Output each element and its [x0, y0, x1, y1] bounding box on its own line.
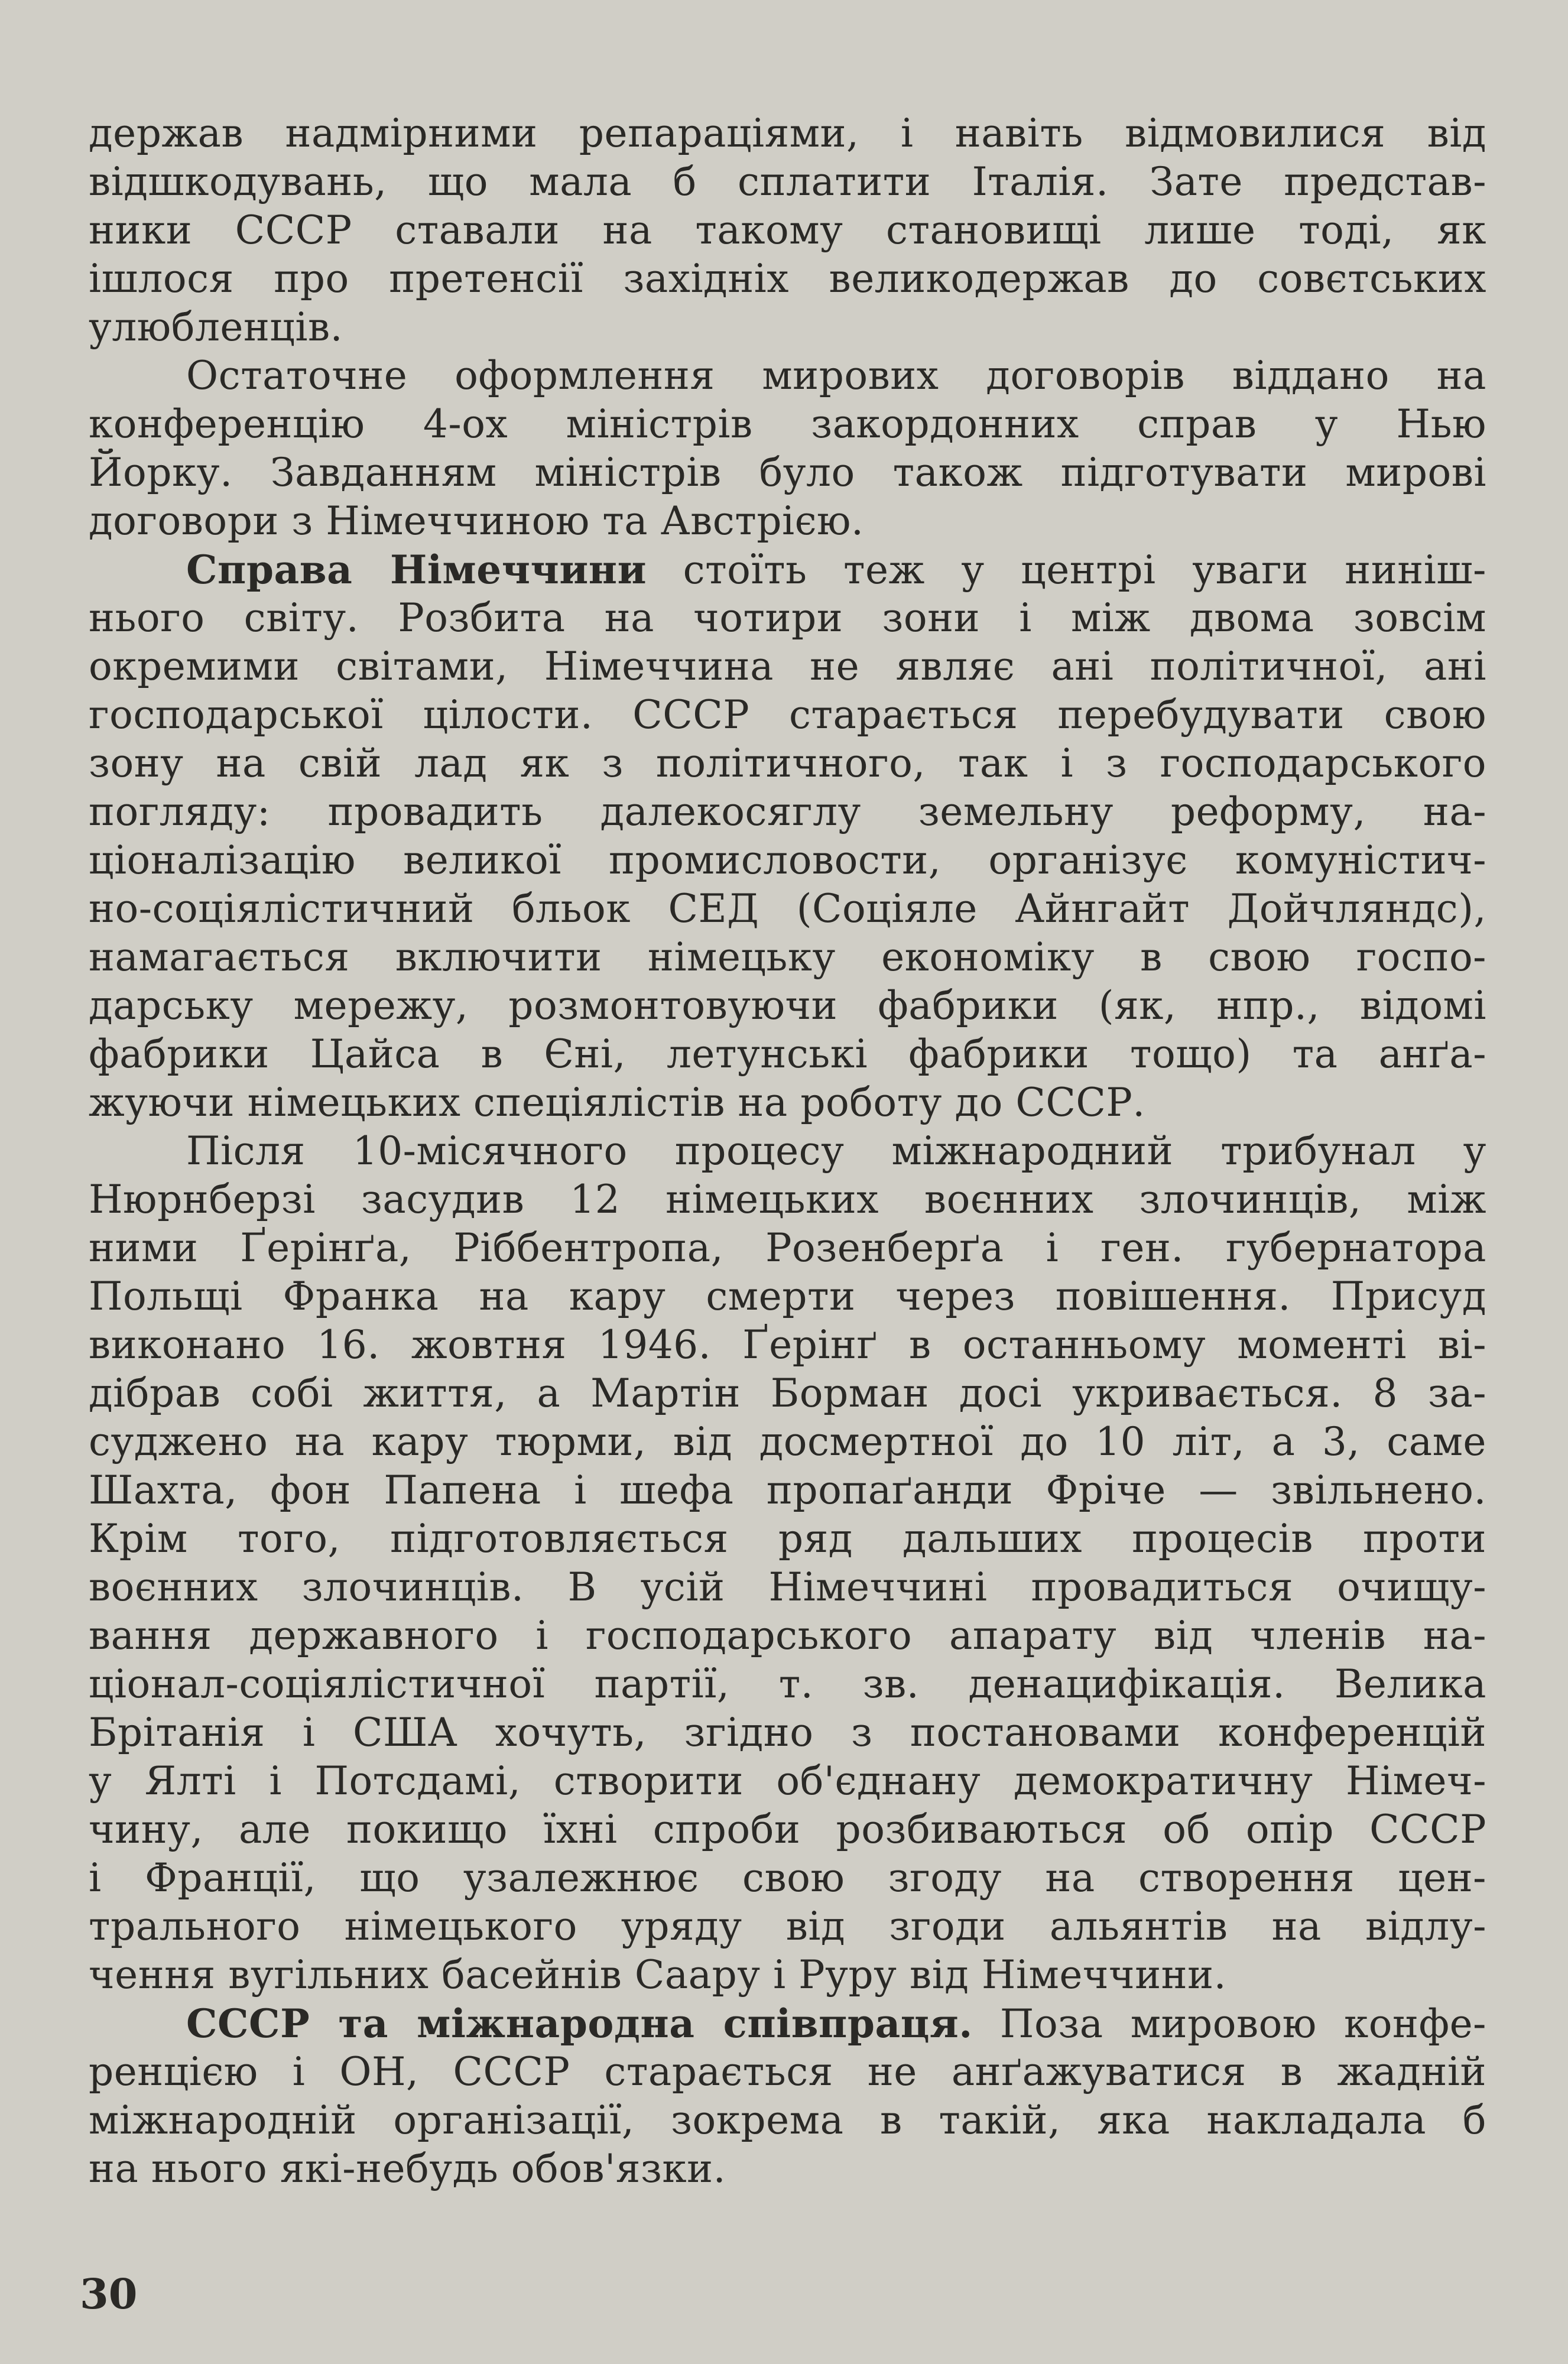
- text-line: вання державного і господарського апарату від членів на-: [89, 1613, 1486, 1658]
- paragraph-2: [89, 352, 1486, 545]
- text-line: ціонал-соціялістичної партії, т. зв. денацифікація. Велика: [89, 1661, 1486, 1707]
- text-line: погляду: провадить далекосяглу земельну реформу, на-: [89, 789, 1486, 834]
- text-line: ціоналізацію великої промисловости, організує комуністич-: [89, 837, 1486, 883]
- text-line: Нюрнберзі засудив 12 німецьких воєнних злочинців, між: [89, 1177, 1486, 1222]
- text-line: конференцію 4-ох міністрів закордонних справ у Нью: [89, 401, 1486, 447]
- heading-line-rest: Поза мировою конфе-: [999, 2001, 1486, 2047]
- text-line: господарської цілости. СССР старається перебудувати свою: [89, 692, 1486, 738]
- text-line: но-соціялістичний бльок СЕД (Соціяле Айнгайт Дойчляндс),: [89, 886, 1486, 931]
- paragraph-4: [89, 1127, 1486, 1999]
- text-line: держав надмірними репараціями, і навіть відмовилися від: [89, 111, 1486, 156]
- text-line: дібрав собі життя, а Мартін Борман досі укривається. 8 за-: [89, 1371, 1486, 1416]
- text-line: трального німецького уряду від згоди альянтів на відлу-: [89, 1904, 1486, 1949]
- text-line: чину, але покищо їхні спроби розбиваються об опір СССР: [89, 1807, 1486, 1852]
- paragraph-5: [89, 1999, 1486, 2193]
- section-heading-germany: Справа Німеччини: [186, 547, 647, 593]
- text-line: Йорку. Завданням міністрів було також підготувати мирові: [89, 450, 1486, 495]
- paragraph-3: [89, 545, 1486, 1127]
- text-line: на нього які-небудь обов'язки.: [89, 2146, 726, 2191]
- text-line: фабрики Цайса в Єні, летунські фабрики тощо) та анґа-: [89, 1031, 1486, 1077]
- heading-line-rest: стоїть теж у центрі уваги нинiш-: [683, 547, 1486, 593]
- text-line: дарську мережу, розмонтовуючи фабрики (як, нпр., відомі: [89, 983, 1486, 1028]
- text-line: Польщі Франка на кару смерти через повішення. Присуд: [89, 1274, 1486, 1319]
- text-line: і Франції, що узалежнює свою згоду на створення цен-: [89, 1855, 1486, 1901]
- text-line: виконано 16. жовтня 1946. Ґерінґ в останньому моменті ві-: [89, 1322, 1486, 1368]
- text-line: нього світу. Розбита на чотири зони і між двома зовсім: [89, 595, 1486, 641]
- page-body: [89, 109, 1486, 2296]
- text-line: у Ялті і Потсдамі, створити об'єднану демократичну Німеч-: [89, 1758, 1486, 1804]
- text-line: ішлося про претенсії західніх великодержав до совєтських: [89, 256, 1486, 301]
- text-line: Крім того, підготовляється ряд дальших процесів проти: [89, 1516, 1486, 1561]
- section-heading-ussr-cooperation: СССР та міжнародна співпраця.: [186, 2001, 973, 2047]
- text-line: Остаточне оформлення мирових договорів віддано на: [186, 353, 1486, 398]
- page-number: 30: [80, 2269, 138, 2318]
- text-line: Шахта, фон Папена і шефа пропаґанди Фріче — звільнено.: [89, 1467, 1486, 1513]
- text-line: відшкодувань, що мала б сплатити Італія. Зате представ-: [89, 159, 1486, 204]
- text-line-with-heading: [89, 1999, 1486, 2048]
- text-line: окремими світами, Німеччина не являє ані політичної, ані: [89, 644, 1486, 689]
- text-line: жуючи німецьких спеціялістів на роботу до СССР.: [89, 1080, 1145, 1125]
- text-line: Брітанія і США хочуть, згідно з постановами конференцій: [89, 1710, 1486, 1755]
- text-line: Після 10-місячного процесу міжнародний трибунал у: [186, 1128, 1486, 1174]
- text-line: договори з Німеччиною та Австрією.: [89, 498, 864, 544]
- text-line: воєнних злочинців. В усій Німеччині провадиться очищу-: [89, 1564, 1486, 1610]
- text-line: намагається включити німецьку економіку в свою госпо-: [89, 934, 1486, 980]
- text-line: міжнародній організації, зокрема в такій, яка накладала б: [89, 2097, 1486, 2143]
- text-line: ними Ґерінґа, Ріббентропа, Розенберґа і ген. губернатора: [89, 1225, 1486, 1271]
- text-line: чення вугільних басейнів Саару і Руру від Німеччини.: [89, 1952, 1227, 1998]
- text-line: суджено на кару тюрми, від досмертної до 10 літ, а 3, саме: [89, 1419, 1486, 1464]
- text-line: ники СССР ставали на такому становищі лише тоді, як: [89, 207, 1486, 253]
- text-line: ренцією і ОН, СССР старається не анґажуватися в жадній: [89, 2049, 1486, 2095]
- text-line: улюбленців.: [89, 304, 343, 350]
- text-line: зону на свій лад як з політичного, так і з господарського: [89, 741, 1486, 786]
- paragraph-1: [89, 109, 1486, 352]
- text-line-with-heading: [89, 545, 1486, 594]
